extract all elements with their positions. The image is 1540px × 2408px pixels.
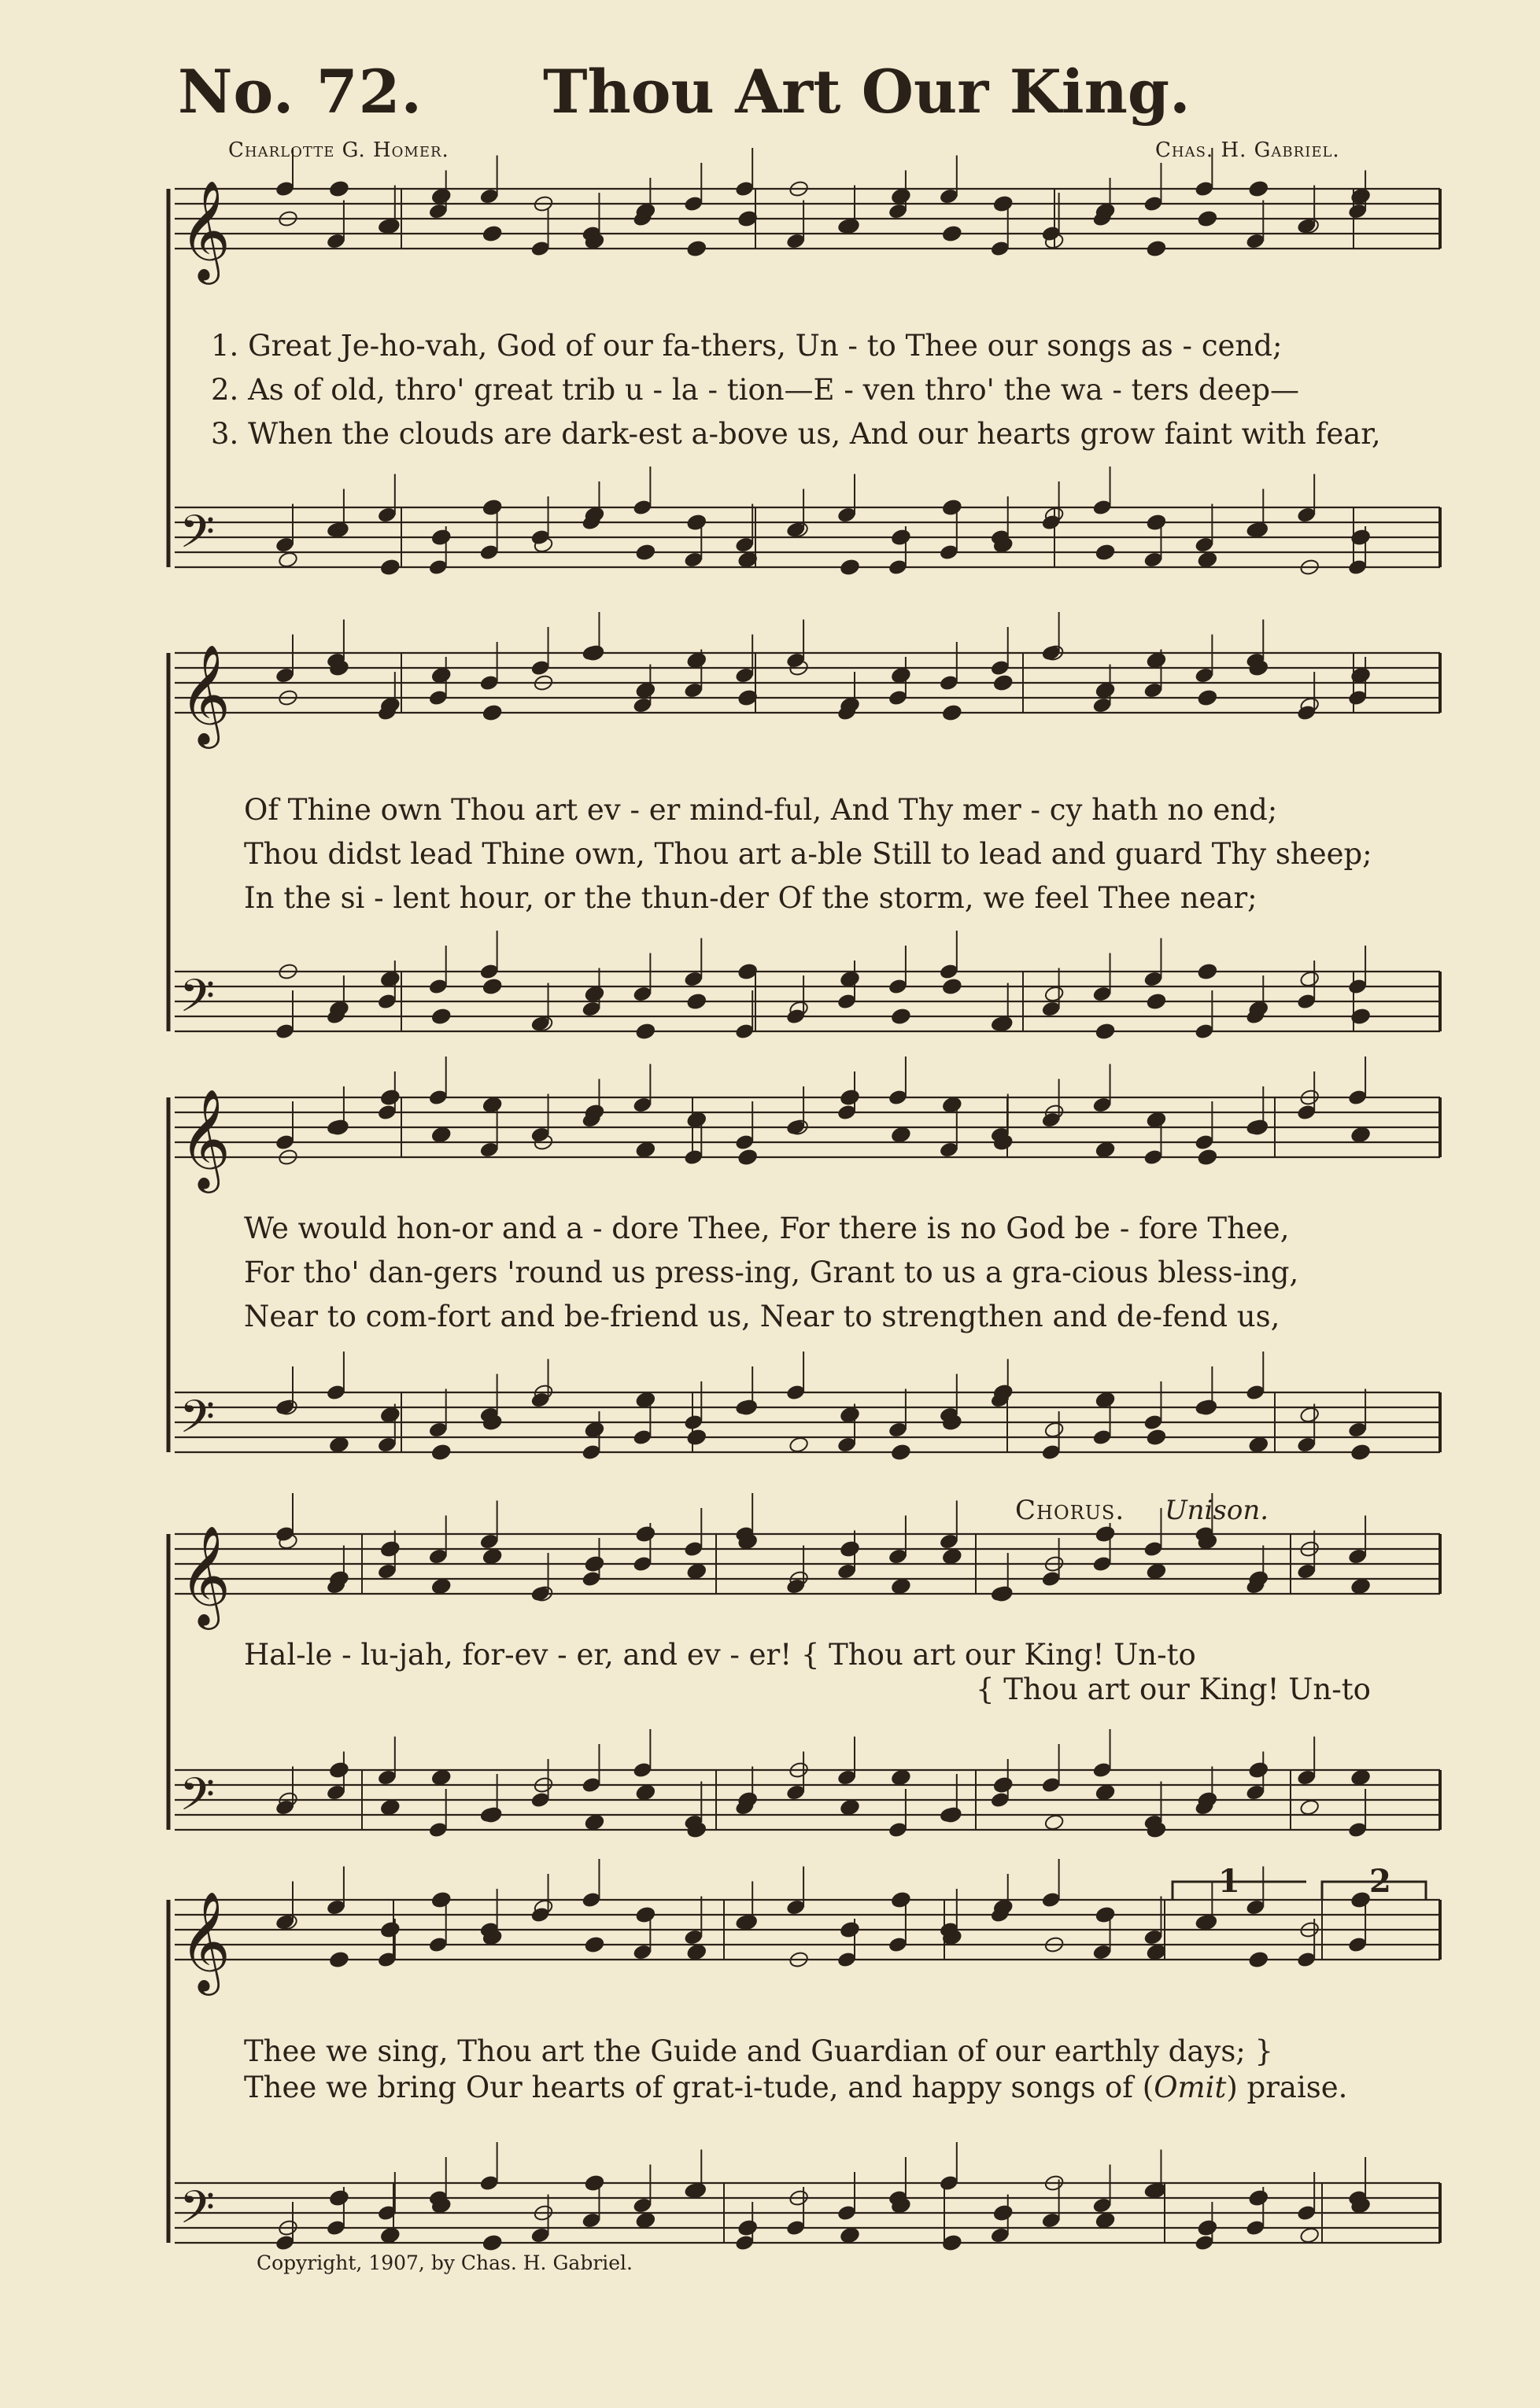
verse1-line1: 1. Great Je-ho-vah, God of our fa-thers, Un - to Thee our songs as - cend; — [211, 329, 1283, 363]
note-head — [1350, 1768, 1371, 1787]
note-head — [1146, 1111, 1166, 1129]
bass-clef-icon: 𝄢 — [179, 1390, 216, 1455]
hymn-number: No. 72. — [178, 57, 423, 127]
note-head — [1299, 1798, 1320, 1816]
verse1-line2: Of Thine own Thou art ev - er mind-ful, And Thy mer - cy hath no end; — [244, 793, 1278, 827]
note-head — [686, 993, 707, 1011]
note-head — [431, 1008, 452, 1026]
note-head — [1197, 963, 1217, 981]
verse3-line1: 3. When the clouds are dark-est a-bove us, And our hearts grow faint with fear, — [211, 417, 1381, 451]
note-head — [1248, 1761, 1269, 1779]
note-head — [1146, 1562, 1166, 1580]
note-head — [840, 1798, 860, 1816]
note-head — [1146, 993, 1166, 1011]
note-head — [1248, 180, 1269, 198]
note-head — [1248, 1951, 1269, 1969]
note-head — [431, 1577, 452, 1595]
note-head — [1299, 1406, 1320, 1424]
note-head — [635, 1906, 656, 1924]
copyright-notice: Copyright, 1907, by Chas. H. Gabriel. — [257, 2251, 633, 2274]
note-head — [584, 985, 604, 1003]
note-head — [686, 240, 707, 258]
note-head — [1146, 1429, 1166, 1447]
note-head — [993, 195, 1014, 213]
verse2-line2: Thou didst lead Thine own, Thou art a-ble Still to lead and guard Thy sheep; — [244, 837, 1372, 871]
second-ending-number: 2 — [1369, 1863, 1391, 1900]
note-head — [1197, 689, 1217, 707]
note-head — [482, 225, 503, 243]
note-head — [686, 1943, 707, 1961]
note-head — [993, 1776, 1014, 1794]
treble-clef-icon: 𝄞 — [179, 1890, 231, 1991]
note-head — [482, 704, 503, 722]
note-head — [891, 1577, 911, 1595]
note-head — [1095, 1783, 1115, 1801]
note-head — [942, 1096, 962, 1114]
note-head — [1146, 651, 1166, 669]
note-head — [840, 1921, 860, 1939]
note-head — [380, 2226, 401, 2244]
note-head — [686, 1562, 707, 1580]
note-head — [431, 1891, 452, 1909]
chorus-line3-b: ) praise. — [1226, 2071, 1348, 2104]
composer-credit: Chas. H. Gabriel. — [1155, 138, 1340, 162]
treble-clef-icon: 𝄞 — [179, 1525, 231, 1625]
note-head — [635, 1783, 656, 1801]
note-head — [329, 1951, 349, 1969]
note-head — [635, 2211, 656, 2229]
note-head — [891, 666, 911, 684]
lyricist-credit: Charlotte G. Homer. — [228, 138, 449, 162]
note-head — [1350, 1577, 1371, 1595]
note-head — [380, 1798, 401, 1816]
note-head — [1197, 551, 1217, 569]
note-head — [1095, 544, 1115, 562]
chorus-heading — [1015, 1495, 1269, 1526]
note-head — [431, 187, 452, 205]
note-head — [1146, 514, 1166, 532]
note-head — [329, 1761, 349, 1779]
note-head — [1299, 970, 1320, 988]
note-head — [1350, 1126, 1371, 1144]
note-head — [584, 1555, 604, 1573]
note-head — [891, 1444, 911, 1462]
note-head — [891, 1768, 911, 1787]
note-head — [584, 1813, 604, 1831]
note-head — [1248, 1436, 1269, 1454]
note-head — [1095, 681, 1115, 699]
hymn-title: Thou Art Our King. — [543, 57, 1191, 127]
note-head — [891, 1891, 911, 1909]
note-head — [993, 674, 1014, 692]
note-head — [891, 1008, 911, 1026]
note-head — [737, 1149, 758, 1167]
note-head — [635, 1391, 656, 1409]
halleluiah-line: Hal-le - lu-jah, for-ev - er, and ev - er! { Thou art our King! Un-to — [244, 1638, 1196, 1672]
note-head — [635, 1525, 656, 1543]
note-head — [431, 1444, 452, 1462]
note-head — [942, 978, 962, 996]
note-head — [380, 1406, 401, 1424]
note-head — [380, 1540, 401, 1558]
note-head — [278, 551, 298, 569]
note-head — [1095, 1525, 1115, 1543]
note-head — [482, 2234, 503, 2252]
note-head — [1095, 1391, 1115, 1409]
note-head — [993, 2204, 1014, 2222]
note-head — [840, 1406, 860, 1424]
note-head — [329, 180, 349, 198]
note-head — [686, 651, 707, 669]
treble-clef-icon: 𝄞 — [179, 1088, 231, 1189]
note-head — [1044, 1421, 1065, 1439]
note-head — [891, 529, 911, 547]
note-head — [635, 1023, 656, 1041]
note-head — [380, 1089, 401, 1107]
bass-clef-icon: 𝄢 — [179, 2181, 216, 2245]
note-head — [1095, 1906, 1115, 1924]
note-head — [329, 1436, 349, 1454]
note-head — [942, 499, 962, 517]
treble-clef-icon: 𝄞 — [179, 643, 231, 744]
note-head — [1197, 210, 1217, 228]
note-head — [942, 225, 962, 243]
note-head — [840, 970, 860, 988]
note-head — [584, 1936, 604, 1954]
note-head — [1044, 1813, 1065, 1831]
chorus-label: Chorus. — [1015, 1495, 1125, 1526]
verse3-line3: Near to com-fort and be-friend us, Near to strengthen and de-fend us, — [244, 1300, 1280, 1333]
note-head — [482, 499, 503, 517]
note-head — [1248, 2189, 1269, 2207]
verse1-line3: We would hon-or and a - dore Thee, For there is no God be - fore Thee, — [244, 1211, 1290, 1245]
note-head — [942, 1547, 962, 1565]
bass-clef-icon: 𝄢 — [179, 505, 216, 570]
note-head — [788, 1436, 809, 1454]
note-head — [840, 559, 860, 577]
note-head — [737, 2219, 758, 2237]
treble-clef-icon: 𝄞 — [179, 179, 231, 280]
note-head — [686, 1111, 707, 1129]
note-head — [329, 2189, 349, 2207]
chorus-line3-a: Thee we bring Our hearts of grat-i-tude, and happy songs of ( — [244, 2071, 1154, 2104]
note-head — [1197, 1149, 1217, 1167]
note-head — [686, 514, 707, 532]
note-head — [840, 2226, 860, 2244]
note-head — [1146, 1943, 1166, 1961]
note-head — [635, 1141, 656, 1159]
note-head — [1350, 1444, 1371, 1462]
note-head — [1095, 1023, 1115, 1041]
note-head — [380, 970, 401, 988]
note-head — [1095, 1141, 1115, 1159]
note-head — [380, 559, 401, 577]
note-head — [431, 1768, 452, 1787]
chorus-line3 — [244, 2071, 1347, 2104]
note-head — [1044, 985, 1065, 1003]
note-head — [840, 1089, 860, 1107]
note-head — [584, 1421, 604, 1439]
verse2-line3: For tho' dan-gers 'round us press-ing, Grant to us a gra-cious bless-ing, — [244, 1256, 1299, 1289]
note-head — [891, 187, 911, 205]
note-head — [942, 704, 962, 722]
note-head — [1095, 2211, 1115, 2229]
note-head — [584, 2174, 604, 2192]
verse3-line2: In the si - lent hour, or the thun-der Of the storm, we feel Thee near; — [244, 881, 1257, 915]
note-head — [482, 978, 503, 996]
note-head — [686, 1429, 707, 1447]
omit-marking: Omit — [1154, 2071, 1227, 2104]
chorus-line2: Thee we sing, Thou art the Guide and Guardian of our earthly days; } — [244, 2034, 1274, 2068]
first-ending-number: 1 — [1218, 1863, 1240, 1900]
note-head — [891, 1126, 911, 1144]
note-head — [482, 1096, 503, 1114]
note-head — [380, 1921, 401, 1939]
chorus-line-alt: { Thou art our King! Un-to — [976, 1672, 1371, 1706]
bass-clef-icon: 𝄢 — [179, 969, 216, 1034]
unison-direction: Unison. — [1164, 1495, 1269, 1526]
bass-clef-icon: 𝄢 — [179, 1768, 216, 1832]
note-head — [482, 1547, 503, 1565]
note-head — [1350, 1891, 1371, 1909]
verse2-line1: 2. As of old, thro' great trib u - la - tion—E - ven thro' the wa - ters deep— — [211, 373, 1300, 407]
note-head — [431, 529, 452, 547]
note-head — [635, 544, 656, 562]
note-head — [1197, 2219, 1217, 2237]
note-head — [840, 1540, 860, 1558]
note-head — [431, 1126, 452, 1144]
note-head — [635, 681, 656, 699]
note-head — [431, 666, 452, 684]
note-head — [1146, 240, 1166, 258]
note-head — [1299, 2226, 1320, 2244]
